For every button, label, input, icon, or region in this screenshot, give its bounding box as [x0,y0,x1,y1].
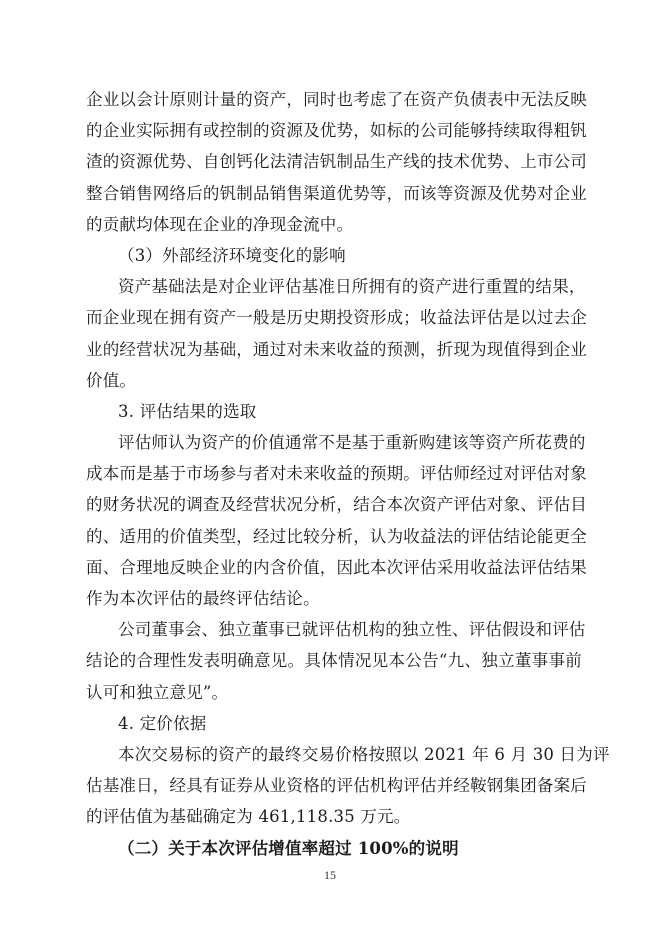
text-line: 企业以会计原则计量的资产，同时也考虑了在资产负债表中无法反映 [86,90,587,109]
document-body [86,84,610,864]
section-heading [86,708,582,739]
paragraph [86,84,587,240]
text-line: 价值。 [86,370,137,390]
text-line: 本次交易标的资产的最终交易价格按照以 2021 年 6 月 30 日为评 [118,744,610,764]
section-heading [86,833,582,864]
text-line: 公司董事会、独立董事已就评估机构的独立性、评估假设和评估 [118,620,586,640]
text-line: 的、适用的价值类型，经过比较分析，认为收益法的评估结论能更全 [86,526,587,546]
paragraph [86,614,586,708]
text-line: 资产基础法是对企业评估基准日所拥有的资产进行重置的结果， [118,277,586,297]
text-line: 的评估值为基础确定为 461,118.35 万元。 [86,807,411,827]
section-heading [86,240,582,271]
page-number: 15 [324,868,336,882]
text-line: 成本而是基于市场参与者对未来收益的预期。评估师经过对评估对象 [86,464,587,484]
heading-text: （3）外部经济环境变化的影响 [118,245,346,265]
text-line: 业的经营状况为基础，通过对未来收益的预测，折现为现值得到企业 [86,339,587,359]
text-line: 认可和独立意见”。 [86,682,229,702]
text-line: 结论的合理性发表明确意见。具体情况见本公告“九、独立董事事前 [86,651,582,671]
section-heading [86,396,582,427]
paragraph [86,739,610,833]
text-line: 的企业实际拥有或控制的资源及优势，如标的公司能够持续取得粗钒 [86,121,587,141]
text-line: 面、合理地反映企业的内含价值，因此本次评估采用收益法评估结果 [86,557,587,577]
paragraph [86,427,587,614]
heading-text: 4. 定价依据 [118,713,207,733]
text-line: 的贡献均体现在企业的净现金流中。 [86,214,354,234]
text-line: 的财务状况的调查及经营状况分析，结合本次资产评估对象、评估目 [86,495,587,515]
heading-text: （二）关于本次评估增值率超过 100%的说明 [118,838,459,858]
text-line: 而企业现在拥有资产一般是历史期投资形成；收益法评估是以过去企 [86,308,587,328]
text-line: 整合销售网络后的钒制品销售渠道优势等，而该等资源及优势对企业 [86,183,587,203]
heading-text: 3. 评估结果的选取 [118,401,257,421]
text-line: 渣的资源优势、自创钙化法清洁钒制品生产线的技术优势、上市公司 [86,152,587,172]
paragraph [86,271,587,396]
text-line: 评估师认为资产的价值通常不是基于重新购建该等资产所花费的 [118,433,586,453]
text-line: 作为本次评估的最终评估结论。 [86,589,320,608]
text-line: 估基准日，经具有证券从业资格的评估机构评估并经鞍钢集团备案后 [86,776,587,796]
